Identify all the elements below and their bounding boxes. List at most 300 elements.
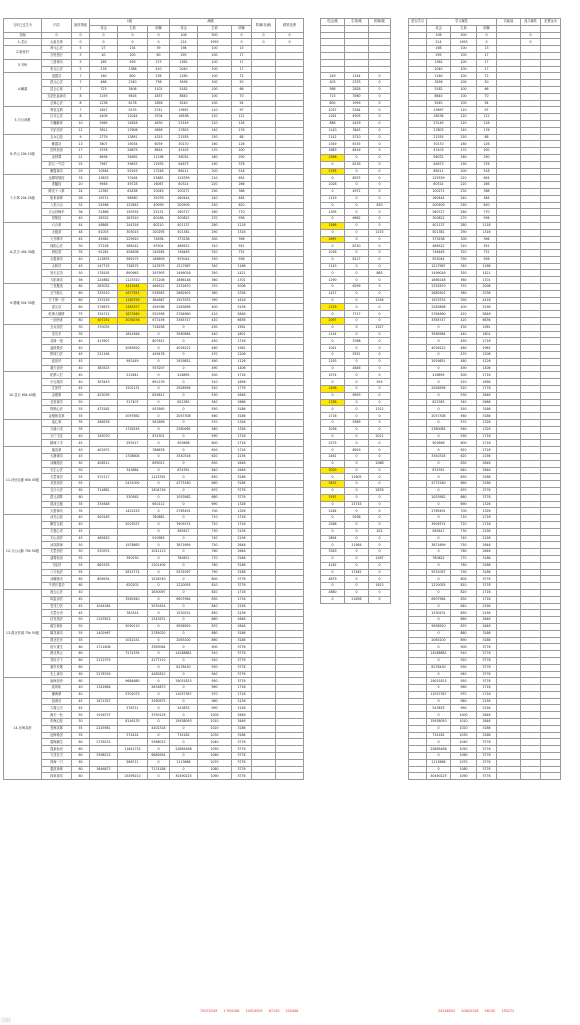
table-cell xyxy=(409,562,427,569)
table-cell: 0 xyxy=(427,603,451,610)
total-value: 135272 xyxy=(501,1009,515,1013)
table-row xyxy=(321,352,391,359)
table-cell: 0 xyxy=(345,521,369,528)
table-cell: 310 xyxy=(451,243,477,250)
table-cell xyxy=(497,243,521,250)
table-cell: 玉女剑法 xyxy=(42,324,72,331)
table-cell xyxy=(497,209,521,216)
table-cell xyxy=(409,426,427,433)
table-cell xyxy=(497,324,521,331)
table-row xyxy=(409,542,579,549)
table-row xyxy=(4,549,304,556)
table-cell: 2894 xyxy=(321,535,345,542)
table-cell: 紫霞功 xyxy=(42,141,72,148)
table-row xyxy=(409,182,579,189)
table-cell: 1290 xyxy=(321,277,345,284)
table-cell: 691139 xyxy=(148,379,170,386)
table-cell xyxy=(409,583,427,590)
table-cell: 50 xyxy=(72,542,90,549)
table-cell: 460 xyxy=(451,345,477,352)
table-cell: 480 xyxy=(451,358,477,365)
table-cell: 950 xyxy=(451,678,477,685)
table-cell: 0 xyxy=(369,426,391,433)
table-cell: 500 xyxy=(451,372,477,379)
table-cell: 9958920 xyxy=(170,623,198,630)
table-cell xyxy=(497,657,521,664)
table-cell: 1837 xyxy=(148,93,170,100)
table-cell: 3776 xyxy=(232,773,252,780)
table-cell: 0 xyxy=(427,406,451,413)
table-cell xyxy=(252,222,276,229)
table-cell xyxy=(541,501,561,508)
table-cell xyxy=(252,141,276,148)
table-cell: 380 xyxy=(198,290,232,297)
table-cell xyxy=(541,460,561,467)
table-cell: 3776 xyxy=(232,759,252,766)
table-cell: 43103 xyxy=(427,148,451,155)
table-cell xyxy=(409,209,427,216)
table-cell xyxy=(276,691,304,698)
table-cell xyxy=(521,657,541,664)
table-cell: 0 xyxy=(170,671,198,678)
table-cell: 0 xyxy=(345,290,369,297)
table-row xyxy=(4,86,304,93)
table-cell: 40 xyxy=(72,596,90,603)
table-row xyxy=(409,474,579,481)
table-cell xyxy=(497,766,521,773)
table-row xyxy=(4,154,304,161)
table-cell: 3340316 xyxy=(170,454,198,461)
table-cell: 1415161 xyxy=(118,284,148,291)
right-totals xyxy=(438,1009,520,1013)
table-cell: 343884 xyxy=(118,467,148,474)
table-row xyxy=(4,576,304,583)
table-cell: 510 xyxy=(198,379,232,386)
table-cell: 0 xyxy=(369,494,391,501)
table-cell: 2682901 xyxy=(427,290,451,297)
table-cell xyxy=(276,195,304,202)
table-row xyxy=(4,188,304,195)
table-cell: 3186 xyxy=(232,630,252,637)
table-cell: 106 xyxy=(170,32,198,39)
table-cell: 2646 xyxy=(232,392,252,399)
table-cell xyxy=(345,39,369,46)
table-cell: 0 xyxy=(232,39,252,46)
table-cell: 430 xyxy=(198,324,232,331)
table-cell: 0 xyxy=(427,739,451,746)
table-cell: 57228 xyxy=(90,243,118,250)
table-cell: 1496 xyxy=(321,386,345,393)
table-cell: 8929 xyxy=(345,447,369,454)
mid-table-container xyxy=(320,18,390,604)
table-row xyxy=(4,420,304,427)
table-cell: 100 xyxy=(451,59,477,66)
table-row xyxy=(321,93,391,100)
table-cell xyxy=(321,59,345,66)
table-cell xyxy=(409,386,427,393)
table-cell: 1716 xyxy=(232,685,252,692)
table-cell: 1716 xyxy=(232,691,252,698)
table-cell: 0 xyxy=(345,576,369,583)
table-cell: 540 xyxy=(198,399,232,406)
table-cell xyxy=(497,202,521,209)
table-cell xyxy=(118,528,148,535)
table-row xyxy=(409,596,579,603)
table-cell: 1326 xyxy=(477,501,497,508)
table-cell: 45 xyxy=(72,535,90,542)
table-row xyxy=(409,759,579,766)
table-cell: 1708804 xyxy=(118,454,148,461)
table-row xyxy=(409,549,579,556)
table-cell xyxy=(409,148,427,155)
table-cell: 7 xyxy=(72,73,90,80)
table-row xyxy=(4,603,304,610)
table-cell xyxy=(541,114,561,121)
table-cell: 日月心法 xyxy=(42,114,72,121)
table-cell xyxy=(497,100,521,107)
table-cell: 100 xyxy=(198,66,232,73)
table-cell: 飞龙在天 xyxy=(42,753,72,760)
table-cell xyxy=(276,114,304,121)
table-cell xyxy=(541,168,561,175)
table-cell: 17248 xyxy=(148,168,170,175)
table-cell: 2278749 xyxy=(90,671,118,678)
table-cell xyxy=(252,508,276,515)
table-row xyxy=(409,318,579,325)
table-cell xyxy=(276,535,304,542)
table-cell: 1123781 xyxy=(148,474,170,481)
table-cell: 0 xyxy=(148,759,170,766)
table-row xyxy=(409,691,579,698)
table-cell xyxy=(276,494,304,501)
table-cell: 410 xyxy=(451,311,477,318)
table-cell: 5090110 xyxy=(118,623,148,630)
table-cell: 1126 xyxy=(232,358,252,365)
table-cell xyxy=(497,345,521,352)
table-cell xyxy=(521,392,541,399)
table-cell: 60 xyxy=(72,651,90,658)
table-cell: 0 xyxy=(170,460,198,467)
table-cell xyxy=(276,386,304,393)
table-cell: 55 xyxy=(72,474,90,481)
table-cell xyxy=(521,216,541,223)
table-cell xyxy=(276,725,304,732)
table-cell: 850 xyxy=(451,610,477,617)
section-label: 6-华山 20k 15级 xyxy=(4,134,42,175)
table-row xyxy=(321,304,391,311)
table-cell: 天遁六术 xyxy=(42,426,72,433)
table-cell: 449478 xyxy=(148,352,170,359)
table-cell xyxy=(497,195,521,202)
table-cell xyxy=(409,413,427,420)
right-subheader-row xyxy=(409,25,579,32)
table-cell: 1041 xyxy=(321,345,345,352)
table-row xyxy=(4,630,304,637)
table-cell xyxy=(497,712,521,719)
table-cell xyxy=(541,637,561,644)
table-cell: 0 xyxy=(427,562,451,569)
table-cell: 1701 xyxy=(477,277,497,284)
table-cell xyxy=(276,508,304,515)
table-cell xyxy=(90,440,118,447)
table-row xyxy=(409,712,579,719)
table-cell: 3871699 xyxy=(427,542,451,549)
table-cell: 45 xyxy=(72,236,90,243)
table-cell: 1561 xyxy=(232,324,252,331)
table-cell: 0 xyxy=(369,467,391,474)
table-cell: 320 xyxy=(198,250,232,257)
subheader-cell: 生命 xyxy=(451,25,477,32)
table-cell: 39 xyxy=(148,46,170,53)
table-cell: 1053982 xyxy=(170,494,198,501)
table-row xyxy=(4,148,304,155)
table-cell xyxy=(521,263,541,270)
table-cell xyxy=(90,623,118,630)
table-row xyxy=(4,732,304,739)
table-cell xyxy=(118,324,148,331)
table-cell: 0 xyxy=(369,358,391,365)
table-cell: 305015 xyxy=(118,229,148,236)
table-cell xyxy=(497,685,521,692)
table-cell: 8139 xyxy=(345,161,369,168)
table-cell: 1716 xyxy=(477,338,497,345)
table-cell: 0 xyxy=(170,433,198,440)
table-cell: 674391 xyxy=(427,467,451,474)
table-row xyxy=(409,73,579,80)
table-cell xyxy=(521,426,541,433)
table-cell: 120 xyxy=(198,120,232,127)
table-row xyxy=(409,467,579,474)
header-cell: 内功 xyxy=(42,19,72,33)
table-cell: 396 xyxy=(477,236,497,243)
table-cell: 278711 xyxy=(118,705,148,712)
table-cell: 万里独行 xyxy=(42,52,72,59)
table-cell xyxy=(276,80,304,87)
table-cell: 0 xyxy=(170,487,198,494)
table-row xyxy=(4,32,304,39)
table-cell xyxy=(497,120,521,127)
table-row xyxy=(321,236,391,243)
table-cell: 2928956 xyxy=(427,386,451,393)
table-cell: 8624 xyxy=(148,148,170,155)
table-cell: 1421 xyxy=(232,270,252,277)
table-cell: 600 xyxy=(451,440,477,447)
table-cell xyxy=(252,114,276,121)
table-cell: 940 xyxy=(451,671,477,678)
table-cell: 0 xyxy=(72,32,90,39)
table-row xyxy=(4,712,304,719)
table-cell xyxy=(252,630,276,637)
table-cell: 1166 xyxy=(477,263,497,270)
table-cell: 金刚掌 xyxy=(42,392,72,399)
table-cell: 250 xyxy=(198,202,232,209)
table-cell xyxy=(541,623,561,630)
table-cell: 3186 xyxy=(232,732,252,739)
table-cell: 229910 xyxy=(118,236,148,243)
table-cell: 1070 xyxy=(451,759,477,766)
table-cell: 0 xyxy=(148,372,170,379)
table-cell xyxy=(409,46,427,53)
table-cell: 214 xyxy=(427,39,451,46)
table-cell: 天罡掌法 xyxy=(42,474,72,481)
table-cell: 0 xyxy=(321,583,345,590)
table-cell: 390230 xyxy=(118,555,148,562)
table-cell: 2343251 xyxy=(148,617,170,624)
table-cell: 60 xyxy=(72,678,90,685)
table-cell: 55 xyxy=(72,569,90,576)
table-cell: 550 xyxy=(198,406,232,413)
table-cell: 176 xyxy=(477,127,497,134)
table-cell xyxy=(409,610,427,617)
table-cell xyxy=(541,318,561,325)
table-cell xyxy=(541,759,561,766)
table-cell: 0 xyxy=(369,311,391,318)
table-cell xyxy=(90,481,118,488)
table-cell: 880 xyxy=(451,630,477,637)
table-cell: 5710 xyxy=(345,134,369,141)
table-cell: 1993 xyxy=(198,39,232,46)
table-cell xyxy=(409,460,427,467)
table-cell: 0 xyxy=(170,324,198,331)
table-cell xyxy=(345,52,369,59)
table-cell: 2646 xyxy=(477,719,497,726)
table-cell: 1716 xyxy=(477,433,497,440)
table-cell: 178192 xyxy=(90,270,118,277)
table-cell xyxy=(497,521,521,528)
table-row xyxy=(321,39,391,46)
total-value: 67120 xyxy=(268,1009,280,1013)
table-cell: 376 xyxy=(232,161,252,168)
table-cell: 1856 xyxy=(148,100,170,107)
table-cell: 0 xyxy=(170,617,198,624)
table-cell: 660 xyxy=(451,481,477,488)
table-cell: 浴火重生 xyxy=(42,644,72,651)
table-cell xyxy=(276,270,304,277)
table-cell: 8640 xyxy=(170,93,198,100)
table-cell xyxy=(497,236,521,243)
table-cell: 5376 xyxy=(90,148,118,155)
table-cell: 622383 xyxy=(170,399,198,406)
table-cell xyxy=(276,392,304,399)
table-cell: 0 xyxy=(170,501,198,508)
table-cell xyxy=(521,386,541,393)
table-cell xyxy=(276,148,304,155)
table-cell xyxy=(541,739,561,746)
table-cell xyxy=(276,753,304,760)
table-cell xyxy=(118,501,148,508)
table-row xyxy=(321,345,391,352)
table-cell: 600 xyxy=(198,440,232,447)
table-cell: 0 xyxy=(345,413,369,420)
table-cell xyxy=(409,250,427,257)
table-cell: 45 xyxy=(72,454,90,461)
table-cell xyxy=(252,542,276,549)
table-cell: 317407 xyxy=(118,399,148,406)
table-cell xyxy=(409,549,427,556)
table-cell: 100 xyxy=(198,100,232,107)
table-row xyxy=(4,637,304,644)
table-cell xyxy=(252,719,276,726)
table-cell: 0 xyxy=(345,222,369,229)
table-cell: 1527 xyxy=(369,324,391,331)
table-cell: 45 xyxy=(72,610,90,617)
table-cell xyxy=(521,256,541,263)
table-cell: 960 xyxy=(198,685,232,692)
table-cell: 2040 xyxy=(170,66,198,73)
table-row xyxy=(321,406,391,413)
table-cell xyxy=(345,32,369,39)
table-row xyxy=(4,671,304,678)
table-cell: 738575 xyxy=(118,263,148,270)
table-cell: 冰岚降神 xyxy=(42,542,72,549)
table-cell xyxy=(409,596,427,603)
table-cell: 440 xyxy=(198,331,232,338)
table-row xyxy=(409,250,579,257)
table-cell: 0 xyxy=(321,474,345,481)
table-cell: 3776 xyxy=(232,671,252,678)
table-cell: 0 xyxy=(369,120,391,127)
table-cell: 0 xyxy=(369,447,391,454)
table-cell: 45 xyxy=(72,352,90,359)
table-cell: 180 xyxy=(451,154,477,161)
table-cell: 30490225 xyxy=(427,773,451,780)
table-cell: 2646 xyxy=(477,542,497,549)
table-cell: 40 xyxy=(72,256,90,263)
table-cell: 2336 xyxy=(232,290,252,297)
table-cell: 0 xyxy=(321,433,345,440)
header-cell: 战斗属性 xyxy=(521,19,541,26)
table-cell: 0 xyxy=(369,263,391,270)
table-row xyxy=(321,100,391,107)
header-cell: 学习属性 xyxy=(427,19,497,26)
table-row xyxy=(321,576,391,583)
table-row xyxy=(409,705,579,712)
table-cell: 0 xyxy=(321,202,345,209)
table-cell: 3750129 xyxy=(148,712,170,719)
table-cell: 8178430 xyxy=(170,664,198,671)
table-cell: 2741 xyxy=(148,107,170,114)
table-cell: 890 xyxy=(198,637,232,644)
table-cell: 11057367 xyxy=(170,691,198,698)
table-cell xyxy=(252,603,276,610)
table-row xyxy=(4,617,304,624)
table-row xyxy=(4,719,304,726)
table-cell: 40 xyxy=(90,52,118,59)
table-row xyxy=(409,100,579,107)
table-cell: 0 xyxy=(170,657,198,664)
table-row xyxy=(321,487,391,494)
table-cell: 0 xyxy=(369,386,391,393)
table-cell xyxy=(497,460,521,467)
table-row xyxy=(321,80,391,87)
table-cell: 0 xyxy=(369,521,391,528)
table-cell: 1037 xyxy=(321,107,345,114)
table-row xyxy=(4,515,304,522)
table-cell: 0 xyxy=(345,324,369,331)
table-cell xyxy=(521,311,541,318)
table-cell: 1729 xyxy=(321,304,345,311)
table-cell: 50 xyxy=(477,80,497,87)
table-row xyxy=(409,59,579,66)
table-row xyxy=(409,209,579,216)
table-cell xyxy=(497,386,521,393)
table-cell: 1566 xyxy=(321,222,345,229)
table-cell: 八方仙法 xyxy=(42,569,72,576)
table-cell xyxy=(541,555,561,562)
table-cell: 654 xyxy=(232,175,252,182)
table-cell: 783314 xyxy=(118,610,148,617)
table-row xyxy=(409,671,579,678)
